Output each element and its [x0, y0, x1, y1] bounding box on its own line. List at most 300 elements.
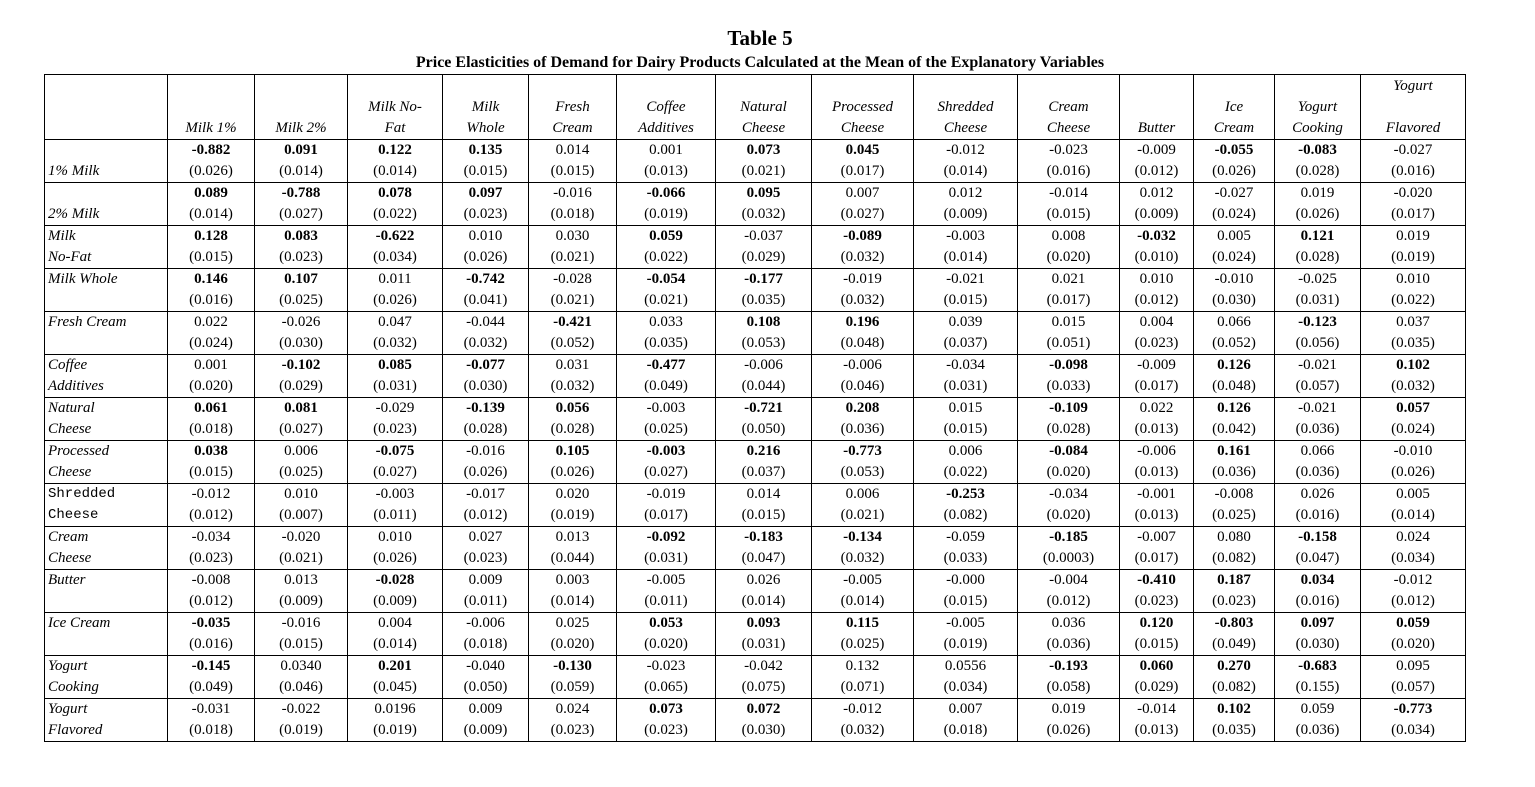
standard-error-value: (0.028) [1046, 421, 1091, 437]
coefficient-value: -0.019 [843, 271, 882, 287]
coefficient-value: 0.102 [1396, 357, 1430, 373]
column-header-line: Cooking [1292, 120, 1343, 136]
elasticity-cell [1120, 226, 1194, 269]
coefficient-value: 0.108 [746, 314, 781, 330]
elasticity-cell [914, 183, 1018, 226]
standard-error-value: (0.026) [189, 163, 233, 179]
elasticity-cell [168, 312, 255, 355]
elasticity-cell [168, 613, 255, 656]
coefficient-value: -0.042 [744, 658, 783, 674]
coefficient-value: -0.031 [191, 701, 231, 717]
standard-error-value: (0.018) [463, 636, 508, 652]
standard-error-value: (0.020) [1391, 636, 1435, 652]
coefficient-value: 0.201 [378, 658, 412, 674]
elasticity-cell [1194, 398, 1275, 441]
elasticity-cell [1018, 269, 1120, 312]
coefficient-value: 0.097 [468, 185, 503, 201]
standard-error-value: (0.018) [189, 722, 233, 738]
elasticity-cell [1120, 570, 1194, 613]
coefficient-value: 0.081 [284, 400, 318, 416]
coefficient-value: 0.270 [1217, 658, 1251, 674]
coefficient-value: 0.053 [649, 615, 683, 631]
elasticity-cell [348, 312, 443, 355]
standard-error-value: (0.013) [644, 163, 688, 179]
coefficient-value: -0.026 [281, 314, 321, 330]
coefficient-value: -0.014 [1137, 701, 1176, 717]
elasticity-cell [812, 613, 914, 656]
column-header-row [45, 75, 1466, 140]
elasticity-cell [617, 613, 716, 656]
elasticity-cell [1194, 269, 1275, 312]
coefficient-value: 0.003 [555, 572, 590, 588]
standard-error-value: (0.035) [644, 335, 688, 351]
standard-error-value: (0.082) [943, 507, 988, 523]
column-header [1194, 75, 1275, 140]
coefficient-value: 0.115 [846, 615, 879, 631]
coefficient-value: -0.021 [1298, 357, 1337, 373]
coefficient-value: -0.017 [466, 486, 505, 502]
coefficient-value: -0.477 [646, 357, 686, 373]
standard-error-value: (0.018) [189, 421, 233, 437]
standard-error-value: (0.027) [840, 206, 885, 222]
standard-error-value: (0.048) [840, 335, 885, 351]
elasticity-cell [529, 140, 617, 183]
coefficient-value: -0.023 [646, 658, 686, 674]
standard-error-value: (0.082) [1212, 550, 1256, 566]
coefficient-value: 0.036 [1051, 615, 1086, 631]
coefficient-value: 0.0556 [944, 658, 987, 674]
standard-error-value: (0.025) [279, 464, 323, 480]
coefficient-value: -0.006 [466, 615, 505, 631]
standard-error-value: (0.015) [463, 163, 508, 179]
standard-error-value: (0.009) [279, 593, 323, 609]
standard-error-value: (0.059) [550, 679, 595, 695]
elasticity-cell [617, 398, 716, 441]
elasticity-cell [716, 183, 812, 226]
standard-error-value: (0.035) [1391, 335, 1435, 351]
standard-error-value: (0.019) [943, 636, 988, 652]
elasticity-cell [812, 656, 914, 699]
row-label-line: Processed [48, 443, 110, 459]
coefficient-value: -0.077 [466, 357, 505, 373]
standard-error-value: (0.031) [1295, 292, 1340, 308]
standard-error-value: (0.035) [1212, 722, 1256, 738]
standard-error-value: (0.029) [279, 378, 323, 394]
coefficient-value: -0.005 [646, 572, 686, 588]
standard-error-value: (0.017) [1046, 292, 1091, 308]
coefficient-value: -0.139 [466, 400, 505, 416]
column-header-line: Milk [471, 99, 500, 115]
coefficient-value: -0.773 [1393, 701, 1433, 717]
elasticity-cell [1361, 656, 1466, 699]
row-label-line: Natural [48, 400, 95, 416]
coefficient-value: -0.019 [646, 486, 686, 502]
elasticity-cell [1194, 312, 1275, 355]
coefficient-value: 0.010 [468, 228, 503, 244]
elasticity-cell [716, 613, 812, 656]
standard-error-value: (0.050) [463, 679, 508, 695]
row-label [45, 312, 168, 355]
coefficient-value: -0.027 [1214, 185, 1254, 201]
table-row [45, 570, 1466, 613]
standard-error-value: (0.015) [943, 292, 988, 308]
elasticity-cell [255, 570, 348, 613]
coefficient-value: -0.421 [553, 314, 592, 330]
row-label [45, 355, 168, 398]
coefficient-value: -0.253 [946, 486, 985, 502]
column-header-line: Shredded [937, 99, 994, 115]
standard-error-value: (0.015) [189, 464, 233, 480]
elasticity-cell [1275, 140, 1361, 183]
standard-error-value: (0.029) [741, 249, 786, 265]
standard-error-value: (0.020) [644, 636, 688, 652]
standard-error-value: (0.015) [279, 636, 323, 652]
elasticity-cell [1361, 312, 1466, 355]
standard-error-value: (0.012) [1391, 593, 1435, 609]
elasticity-cell [255, 484, 348, 527]
standard-error-value: (0.016) [1391, 163, 1435, 179]
standard-error-value: (0.036) [1295, 464, 1340, 480]
coefficient-value: -0.006 [744, 357, 783, 373]
standard-error-value: (0.016) [189, 636, 233, 652]
elasticity-cell [348, 484, 443, 527]
standard-error-value: (0.021) [550, 249, 595, 265]
standard-error-value: (0.023) [463, 206, 508, 222]
coefficient-value: -0.029 [375, 400, 415, 416]
standard-error-value: (0.036) [840, 421, 885, 437]
standard-error-value: (0.041) [463, 292, 508, 308]
standard-error-value: (0.016) [1295, 593, 1340, 609]
elasticity-cell [255, 656, 348, 699]
elasticity-cell [1018, 226, 1120, 269]
elasticity-cell [1361, 226, 1466, 269]
row-label-line: Additives [48, 378, 104, 394]
column-header-line: Whole [466, 120, 505, 136]
coefficient-value: 0.097 [1300, 615, 1335, 631]
coefficient-value: 0.128 [194, 228, 228, 244]
coefficient-value: -0.001 [1137, 486, 1176, 502]
coefficient-value: -0.882 [191, 142, 231, 158]
coefficient-value: 0.105 [555, 443, 590, 459]
column-header [255, 75, 348, 140]
coefficient-value: -0.092 [646, 529, 686, 545]
coefficient-value: 0.059 [1300, 701, 1335, 717]
elasticity-cell [1018, 140, 1120, 183]
standard-error-value: (0.071) [840, 679, 885, 695]
standard-error-value: (0.019) [373, 722, 417, 738]
coefficient-value: -0.089 [843, 228, 882, 244]
standard-error-value: (0.032) [463, 335, 508, 351]
standard-error-value: (0.017) [1134, 378, 1179, 394]
elasticity-cell [1018, 613, 1120, 656]
row-label-line: Cooking [48, 679, 99, 695]
elasticity-cell [529, 699, 617, 742]
coefficient-value: -0.134 [843, 529, 882, 545]
column-header-line: Natural [740, 99, 787, 115]
row-label-line: Cheese [48, 507, 99, 523]
standard-error-value: (0.012) [1046, 593, 1091, 609]
standard-error-value: (0.023) [1134, 335, 1179, 351]
column-header-line: Ice [1224, 99, 1244, 115]
row-label-line: Yogurt [48, 701, 88, 717]
coefficient-value: -0.034 [946, 357, 985, 373]
standard-error-value: (0.020) [550, 636, 595, 652]
coefficient-value: 0.021 [1051, 271, 1086, 287]
standard-error-value: (0.023) [1212, 593, 1256, 609]
standard-error-value: (0.026) [463, 249, 508, 265]
row-label-line: No-Fat [48, 249, 92, 265]
standard-error-value: (0.044) [741, 378, 786, 394]
standard-error-value: (0.013) [1134, 421, 1179, 437]
row-label [45, 484, 168, 527]
standard-error-value: (0.034) [1391, 550, 1435, 566]
standard-error-value: (0.026) [1391, 464, 1435, 480]
elasticity-cell [1361, 398, 1466, 441]
standard-error-value: (0.011) [644, 593, 688, 609]
elasticity-cell [812, 355, 914, 398]
elasticity-cell [348, 570, 443, 613]
standard-error-value: (0.034) [1391, 722, 1435, 738]
elasticity-cell [1194, 656, 1275, 699]
elasticity-cell [812, 226, 914, 269]
coefficient-value: 0.012 [1139, 185, 1174, 201]
coefficient-value: 0.015 [1051, 314, 1086, 330]
elasticity-cell [1194, 613, 1275, 656]
coefficient-value: -0.788 [281, 185, 321, 201]
coefficient-value: -0.028 [375, 572, 415, 588]
elasticity-cell [1194, 183, 1275, 226]
elasticity-cell [443, 140, 529, 183]
column-header-line: Flavored [1385, 120, 1441, 136]
elasticity-cell [348, 527, 443, 570]
elasticity-cell [443, 699, 529, 742]
table-row [45, 398, 1466, 441]
elasticity-cell [1120, 527, 1194, 570]
standard-error-value: (0.021) [279, 550, 323, 566]
standard-error-value: (0.032) [373, 335, 417, 351]
standard-error-value: (0.032) [840, 292, 885, 308]
elasticity-cell [255, 269, 348, 312]
table-row [45, 355, 1466, 398]
standard-error-value: (0.032) [1391, 378, 1435, 394]
coefficient-value: -0.803 [1214, 615, 1254, 631]
column-header [1120, 75, 1194, 140]
coefficient-value: 0.216 [746, 443, 781, 459]
column-header-line: Fat [384, 120, 406, 136]
standard-error-value: (0.018) [550, 206, 595, 222]
elasticity-cell [617, 183, 716, 226]
row-label-line: 2% Milk [48, 206, 100, 222]
elasticity-cell [617, 312, 716, 355]
coefficient-value: 0.019 [1300, 185, 1335, 201]
standard-error-value: (0.046) [279, 679, 323, 695]
elasticity-cell [1018, 441, 1120, 484]
standard-error-value: (0.036) [1212, 464, 1256, 480]
elasticity-cell [716, 312, 812, 355]
standard-error-value: (0.030) [463, 378, 508, 394]
coefficient-value: 0.026 [746, 572, 781, 588]
elasticity-cell [812, 312, 914, 355]
row-label [45, 656, 168, 699]
elasticity-cell [716, 398, 812, 441]
column-header-line: Milk No- [368, 99, 422, 115]
elasticity-cell [617, 355, 716, 398]
elasticity-cell [1275, 699, 1361, 742]
elasticity-cell [168, 140, 255, 183]
column-header [617, 75, 716, 140]
coefficient-value: -0.006 [1137, 443, 1176, 459]
coefficient-value: -0.009 [1137, 357, 1176, 373]
coefficient-value: 0.010 [378, 529, 412, 545]
standard-error-value: (0.036) [1295, 421, 1340, 437]
elasticity-cell [1361, 183, 1466, 226]
elasticity-cell [1018, 183, 1120, 226]
elasticity-cell [1120, 613, 1194, 656]
coefficient-value: -0.037 [744, 228, 783, 244]
standard-error-value: (0.017) [1391, 206, 1435, 222]
elasticity-cell [348, 269, 443, 312]
elasticity-cell [348, 613, 443, 656]
column-header [168, 75, 255, 140]
coefficient-value: 0.102 [1217, 701, 1251, 717]
elasticity-cell [716, 527, 812, 570]
standard-error-value: (0.034) [943, 679, 988, 695]
standard-error-value: (0.022) [373, 206, 417, 222]
row-label-line: Cheese [48, 464, 92, 480]
coefficient-value: 0.006 [948, 443, 983, 459]
elasticity-cell [1194, 226, 1275, 269]
coefficient-value: 0.057 [1396, 400, 1430, 416]
coefficient-value: 0.033 [649, 314, 683, 330]
table-row [45, 527, 1466, 570]
coefficient-value: -0.007 [1137, 529, 1176, 545]
coefficient-value: -0.032 [1137, 228, 1176, 244]
coefficient-value: 0.072 [746, 701, 781, 717]
standard-error-value: (0.019) [644, 206, 688, 222]
elasticity-cell [812, 484, 914, 527]
standard-error-value: (0.035) [741, 292, 786, 308]
coefficient-value: -0.034 [191, 529, 231, 545]
standard-error-value: (0.024) [1391, 421, 1435, 437]
coefficient-value: 0.132 [845, 658, 880, 674]
coefficient-value: 0.014 [555, 142, 590, 158]
standard-error-value: (0.075) [741, 679, 786, 695]
elasticity-cell [716, 441, 812, 484]
standard-error-value: (0.024) [189, 335, 233, 351]
coefficient-value: 0.061 [194, 400, 228, 416]
column-header [348, 75, 443, 140]
elasticity-cell [617, 527, 716, 570]
standard-error-value: (0.012) [463, 507, 508, 523]
elasticity-cell [1361, 269, 1466, 312]
coefficient-value: -0.193 [1049, 658, 1088, 674]
coefficient-value: -0.075 [375, 443, 415, 459]
row-label-line: Ice Cream [48, 615, 111, 631]
elasticity-cell [1120, 312, 1194, 355]
row-label-line: Shredded [48, 486, 116, 502]
standard-error-value: (0.012) [189, 593, 233, 609]
elasticity-cell [1018, 699, 1120, 742]
coefficient-value: 0.066 [1217, 314, 1251, 330]
coefficient-value: -0.004 [1049, 572, 1088, 588]
row-label [45, 140, 168, 183]
standard-error-value: (0.016) [1046, 163, 1091, 179]
coefficient-value: -0.084 [1049, 443, 1088, 459]
standard-error-value: (0.052) [1212, 335, 1256, 351]
elasticity-cell [812, 441, 914, 484]
elasticity-cell [914, 527, 1018, 570]
elasticity-cell [812, 570, 914, 613]
column-header-line: Cream [1048, 99, 1089, 115]
standard-error-value: (0.014) [943, 163, 988, 179]
standard-error-value: (0.007) [279, 507, 323, 523]
coefficient-value: 0.080 [1217, 529, 1251, 545]
standard-error-value: (0.021) [644, 292, 688, 308]
coefficient-value: -0.034 [1049, 486, 1088, 502]
elasticity-cell [255, 613, 348, 656]
standard-error-value: (0.015) [943, 421, 988, 437]
standard-error-value: (0.058) [1046, 679, 1091, 695]
standard-error-value: (0.049) [189, 679, 233, 695]
standard-error-value: (0.011) [463, 593, 508, 609]
standard-error-value: (0.015) [550, 163, 595, 179]
elasticity-cell [617, 570, 716, 613]
elasticity-cell [914, 441, 1018, 484]
standard-error-value: (0.033) [943, 550, 988, 566]
coefficient-value: 0.006 [845, 486, 880, 502]
coefficient-value: -0.003 [375, 486, 415, 502]
column-header-line [1364, 97, 1462, 118]
elasticity-cell [812, 398, 914, 441]
coefficient-value: -0.012 [191, 486, 231, 502]
standard-error-value: (0.027) [279, 421, 323, 437]
standard-error-value: (0.020) [189, 378, 233, 394]
row-label-line: Cheese [48, 550, 92, 566]
table-row [45, 484, 1466, 527]
standard-error-value: (0.032) [550, 378, 595, 394]
standard-error-value: (0.014) [373, 636, 417, 652]
elasticity-cell [168, 226, 255, 269]
coefficient-value: -0.158 [1298, 529, 1337, 545]
standard-error-value: (0.056) [1295, 335, 1340, 351]
standard-error-value: (0.014) [189, 206, 233, 222]
coefficient-value: 0.073 [649, 701, 683, 717]
coefficient-value: 0.083 [284, 228, 318, 244]
coefficient-value: 0.161 [1217, 443, 1251, 459]
coefficient-value: 0.024 [1396, 529, 1430, 545]
elasticity-cell [348, 140, 443, 183]
standard-error-value: (0.026) [373, 550, 417, 566]
row-label [45, 570, 168, 613]
coefficient-value: -0.022 [281, 701, 321, 717]
standard-error-value: (0.031) [373, 378, 417, 394]
standard-error-value: (0.014) [279, 163, 323, 179]
standard-error-value: (0.042) [1212, 421, 1256, 437]
column-header-line: Processed [831, 99, 894, 115]
elasticity-cell [1194, 140, 1275, 183]
coefficient-value: 0.015 [948, 400, 983, 416]
row-label-line: Cream [48, 529, 89, 545]
coefficient-value: 0.0340 [280, 658, 322, 674]
standard-error-value: (0.037) [943, 335, 988, 351]
standard-error-value: (0.022) [1391, 292, 1435, 308]
standard-error-value: (0.053) [741, 335, 786, 351]
standard-error-value: (0.020) [1046, 507, 1091, 523]
standard-error-value: (0.028) [550, 421, 595, 437]
standard-error-value: (0.026) [373, 292, 417, 308]
coefficient-value: -0.020 [1393, 185, 1433, 201]
standard-error-value: (0.028) [1295, 249, 1340, 265]
